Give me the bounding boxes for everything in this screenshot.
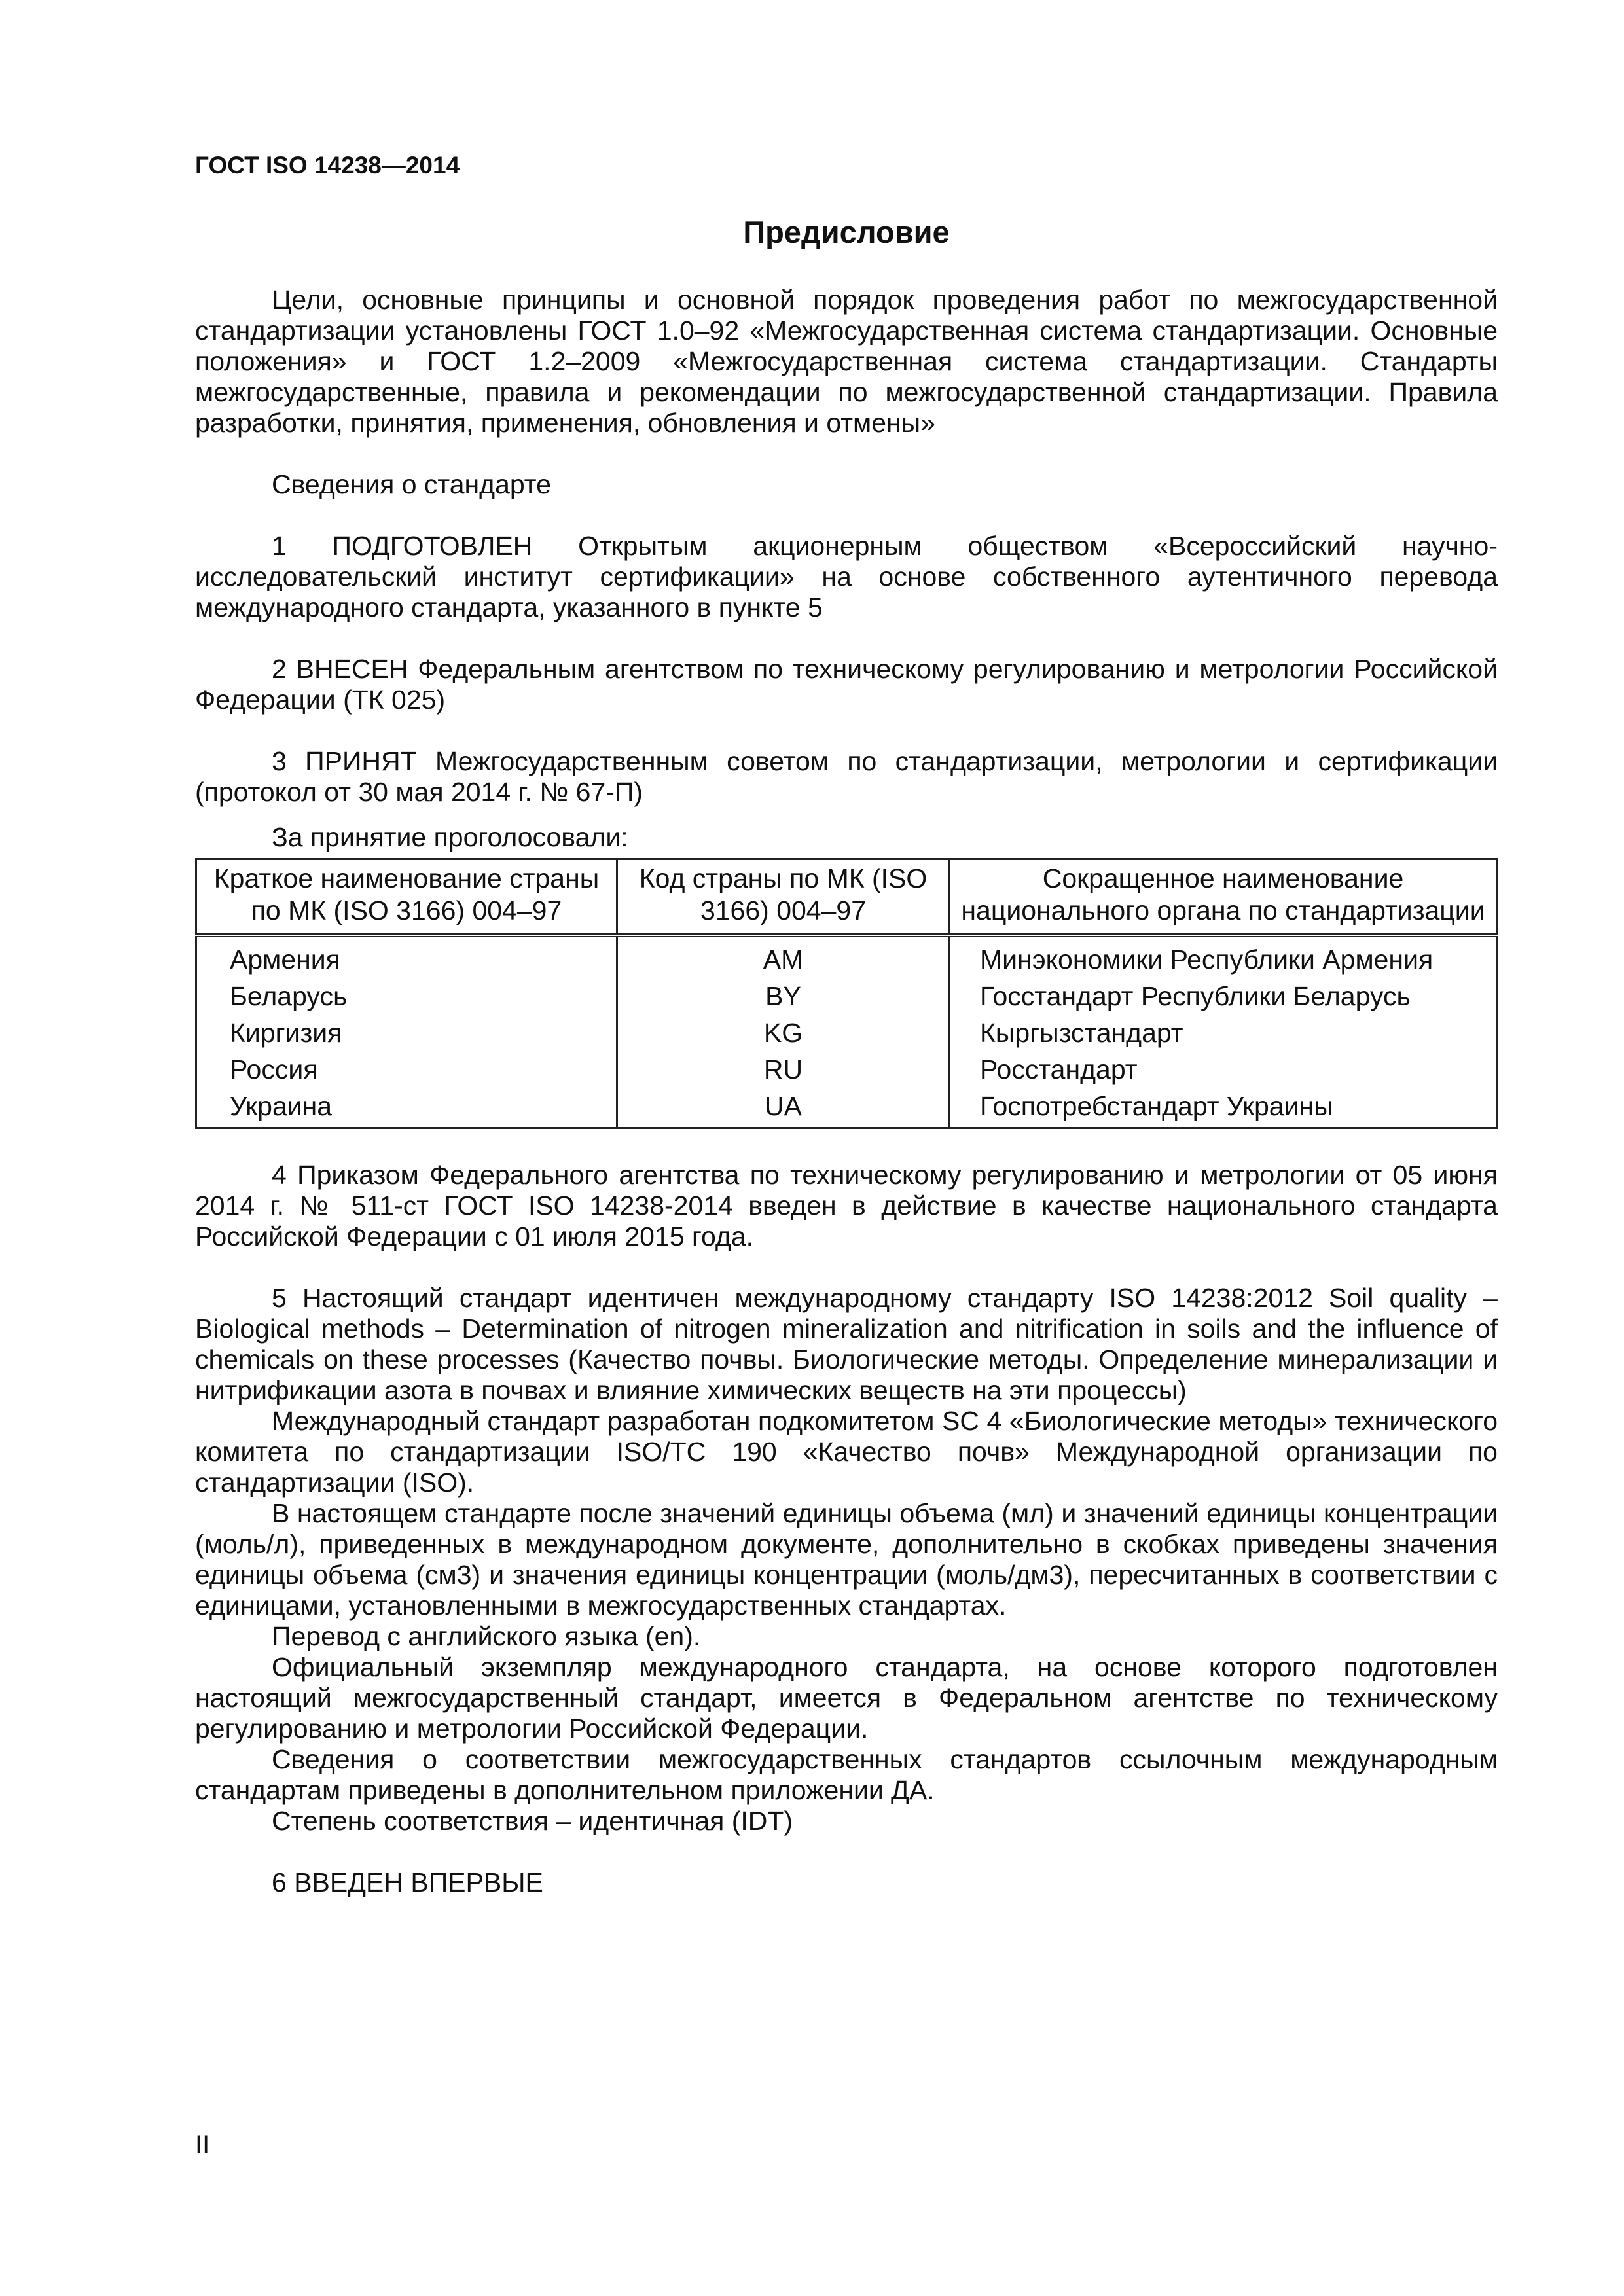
table-header-row <box>196 859 1497 936</box>
cell-code: UA <box>617 1088 950 1128</box>
table-row <box>196 1014 1497 1051</box>
item-5-paragraph: 5 Настоящий стандарт идентичен международному стандарту ISO 14238:2012 Soil quality – Biological methods – Determination of nitrogen mineralization and nitrification in soils and the influence of chemicals on these processes (Качество почвы. Биологические методы. Определение минерализации и нитрификации азота в почвах и влияние химических веществ на эти процессы) <box>195 1283 1498 1405</box>
cell-code: AM <box>617 935 950 978</box>
cell-code: BY <box>617 978 950 1014</box>
table-row <box>196 1088 1497 1128</box>
cell-body: Минэкономики Республики Армения <box>950 935 1497 978</box>
item-5-references-paragraph: Сведения о соответствии межгосударственных стандартов ссылочным международным стандартам приведены в дополнительном приложении ДА. <box>195 1744 1498 1805</box>
vote-caption: За принятие проголосовали: <box>272 822 628 852</box>
voting-table <box>195 858 1498 1129</box>
document-body <box>195 285 1498 1898</box>
column-header-country: Краткое наименование страны по МК (ISO 3166) 004–97 <box>196 859 617 936</box>
document-header: ГОСТ ISO 14238—2014 <box>195 152 460 179</box>
about-heading: Сведения о стандарте <box>272 469 551 499</box>
item-6-paragraph: 6 ВВЕДЕН ВПЕРВЫЕ <box>272 1867 543 1897</box>
table-row <box>196 1051 1497 1088</box>
table-row <box>196 978 1497 1014</box>
cell-country: Украина <box>196 1088 617 1128</box>
item-3-paragraph: 3 ПРИНЯТ Межгосударственным советом по стандартизации, метрологии и сертификации (протокол от 30 мая 2014 г. № 67-П) <box>195 746 1498 807</box>
page-title: Предисловие <box>743 215 950 249</box>
cell-code: RU <box>617 1051 950 1088</box>
cell-code: KG <box>617 1014 950 1051</box>
cell-body: Росстандарт <box>950 1051 1497 1088</box>
intro-paragraph: Цели, основные принципы и основной порядок проведения работ по межгосударственной стандартизации установлены ГОСТ 1.0–92 «Межгосударственная система стандартизации. Основные положения» и ГОСТ 1.2–2009 «Межгосударственная система стандартизации. Стандарты межгосударственные, правила и рекомендации по межгосударственной стандартизации. Правила разработки, принятия, применения, обновления и отмены» <box>195 285 1498 438</box>
item-5-subcommittee-paragraph: Международный стандарт разработан подкомитетом SC 4 «Биологические методы» технического комитета по стандартизации ISO/TC 190 «Качество почв» Международной организации по стандартизации (ISO). <box>195 1406 1498 1498</box>
cell-body: Кыргызстандарт <box>950 1014 1497 1051</box>
column-header-code: Код страны по МК (ISO 3166) 004–97 <box>617 859 950 936</box>
cell-country: Армения <box>196 935 617 978</box>
column-header-body: Сокращенное наименование национального органа по стандартизации <box>950 859 1497 936</box>
item-5-translation-paragraph: Перевод с английского языка (en). <box>272 1621 701 1651</box>
item-5-conformity-paragraph: Степень соответствия – идентичная (IDT) <box>272 1806 793 1836</box>
table-row <box>196 935 1497 978</box>
cell-country: Россия <box>196 1051 617 1088</box>
item-4-paragraph: 4 Приказом Федерального агентства по техническому регулированию и метрологии от 05 июня 2014 г. № 511-ст ГОСТ ISO 14238-2014 введен в действие в качестве национального стандарта Российской Федерации с 01 июля 2015 года. <box>195 1160 1498 1251</box>
item-1-paragraph: 1 ПОДГОТОВЛЕН Открытым акционерным обществом «Всероссийский научно-исследовательский институт сертификации» на основе собственного аутентичного перевода международного стандарта, указанного в пункте 5 <box>195 531 1498 622</box>
cell-country: Киргизия <box>196 1014 617 1051</box>
item-5-units-paragraph: В настоящем стандарте после значений единицы объема (мл) и значений единицы концентрации (моль/л), приведенных в международном документе, дополнительно в скобках приведены значения единицы объема (см3) и значения единицы концентрации (моль/дм3), пересчитанных в соответствии с единицами, установленными в межгосударственных стандартах. <box>195 1498 1498 1621</box>
cell-country: Беларусь <box>196 978 617 1014</box>
page-number: II <box>195 2130 210 2159</box>
cell-body: Госстандарт Республики Беларусь <box>950 978 1497 1014</box>
item-5-official-copy-paragraph: Официальный экземпляр международного стандарта, на основе которого подготовлен настоящий межгосударственный стандарт, имеется в Федеральном агентстве по техническому регулированию и метрологии Российской Федерации. <box>195 1652 1498 1744</box>
cell-body: Госпотребстандарт Украины <box>950 1088 1497 1128</box>
item-2-paragraph: 2 ВНЕСЕН Федеральным агентством по техническому регулированию и метрологии Российской Федерации (ТК 025) <box>195 654 1498 715</box>
